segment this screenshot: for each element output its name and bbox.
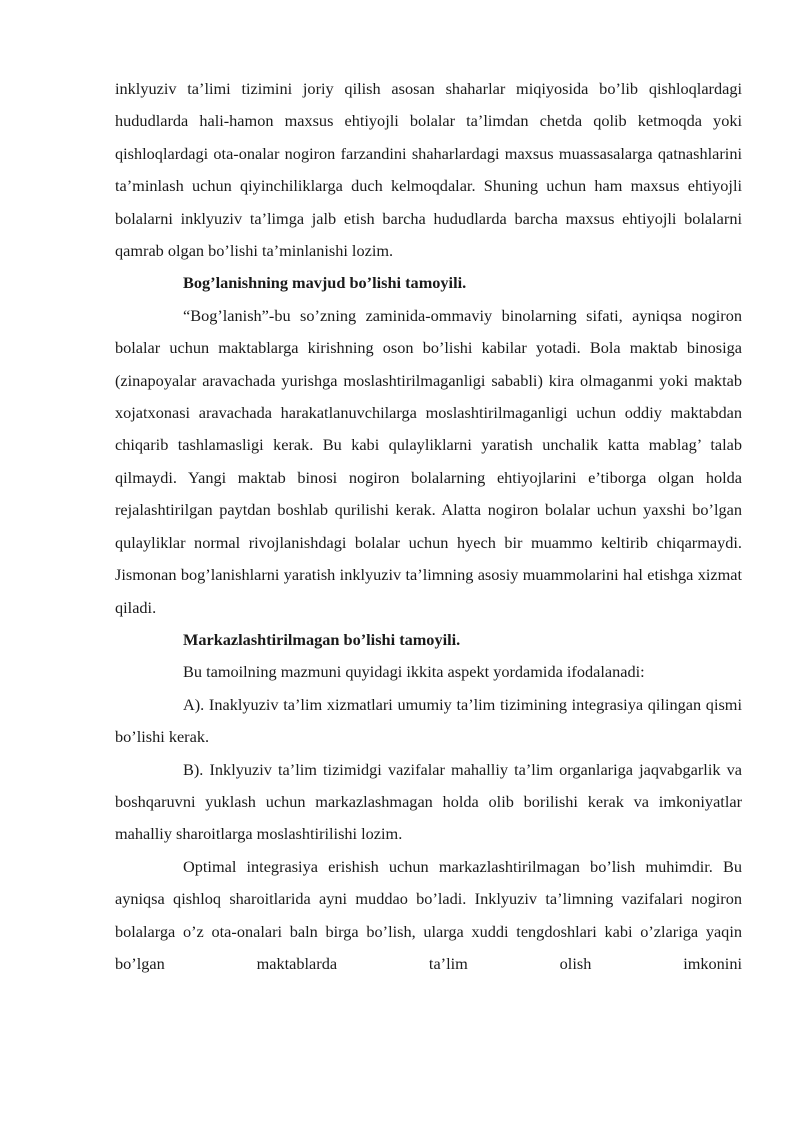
paragraph-4: Optimal integrasiya erishish uchun markazlashtirilmagan bo’lish muhimdir. Bu ayniqsa qishloq sharoitlarida ayni muddao bo’ladi. Inklyuziv ta’limning vazifalari nogiron bolalarga o’z ota-onalari baln birga bo’lish, ularga xuddi tengdoshlari kabi o’zlariga yaqin bo’lgan maktablarda ta’lim olish imkonini	[115, 856, 742, 973]
paragraph-3: Bu tamoilning mazmuni quyidagi ikkita aspekt yordamida ifodalanadi:	[183, 662, 645, 682]
paragraph-aspect-b: B). Inklyuziv ta’lim tizimidgi vazifalar mahalliy ta’lim organlariga jaqvabgarlik va boshqaruvni yuklash uchun markazlashmagan holda olib borilishi kerak va imkoniyatlar mahalliy sharoitlarga moslashtirilishi lozim.	[115, 759, 742, 844]
section-heading-connectivity: Bog’lanishning mavjud bo’lishi tamoyili.	[183, 273, 467, 293]
document-page	[115, 73, 742, 980]
paragraph-1: inklyuziv ta’limi tizimini joriy qilish asosan shaharlar miqiyosida bo’lib qishloqlardagi hududlarda hali-hamon maxsus ehtiyojli bolalar ta’limdan chetda qolib ketmoqda yoki qishloqlardagi ota-onalar nogiron farzandini shaharlardagi maxsus muassasalarga qatnashlarini ta’minlash uchun qiyinchiliklarga duch kelmoqdalar. Shuning uchun ham maxsus ehtiyojli bolalarni inklyuziv ta’limga jalb etish barcha hududlarda barcha maxsus ehtiyojli bolalarni qamrab olgan bo’lishi ta’minlanishi lozim.	[115, 79, 742, 261]
paragraph-2: “Bog’lanish”-bu so’zning zaminida-ommaviy binolarning sifati, ayniqsa nogiron bolalar uchun maktablarga kirishning oson bo’lishi kabilar yotadi. Bola maktab binosiga (zinapoyalar aravachada yurishga moslashtirilmaganligi sababli) kira olmaganmi yoki maktab xojatxonasi aravachada harakatlanuvchilarga moslashtirilmaganligi uchun oddiy maktabdan chiqarib tashlamasligi kerak. Bu kabi qulayliklarni yaratish unchalik katta mablag’ talab qilmaydi. Yangi maktab binosi nogiron bolalarning ehtiyojlarini e’tiborga olgan holda rejalashtirilgan paytdan boshlab qurilishi kerak. Alatta nogiron bolalar uchun yaxshi bo’lgan qulayliklar normal rivojlanishdagi bolalar uchun hyech bir muammo keltirib chiqarmaydi. Jismonan bog’lanishlarni yaratish inklyuziv ta’limning asosiy muammolarini hal etishga xizmat qiladi.	[115, 305, 742, 617]
paragraph-aspect-a: A). Inaklyuziv ta’lim xizmatlari umumiy ta’lim tizimining integrasiya qilingan qismi bo’lishi kerak.	[115, 694, 742, 747]
section-heading-decentralization: Markazlashtirilmagan bo’lishi tamoyili.	[183, 629, 461, 649]
